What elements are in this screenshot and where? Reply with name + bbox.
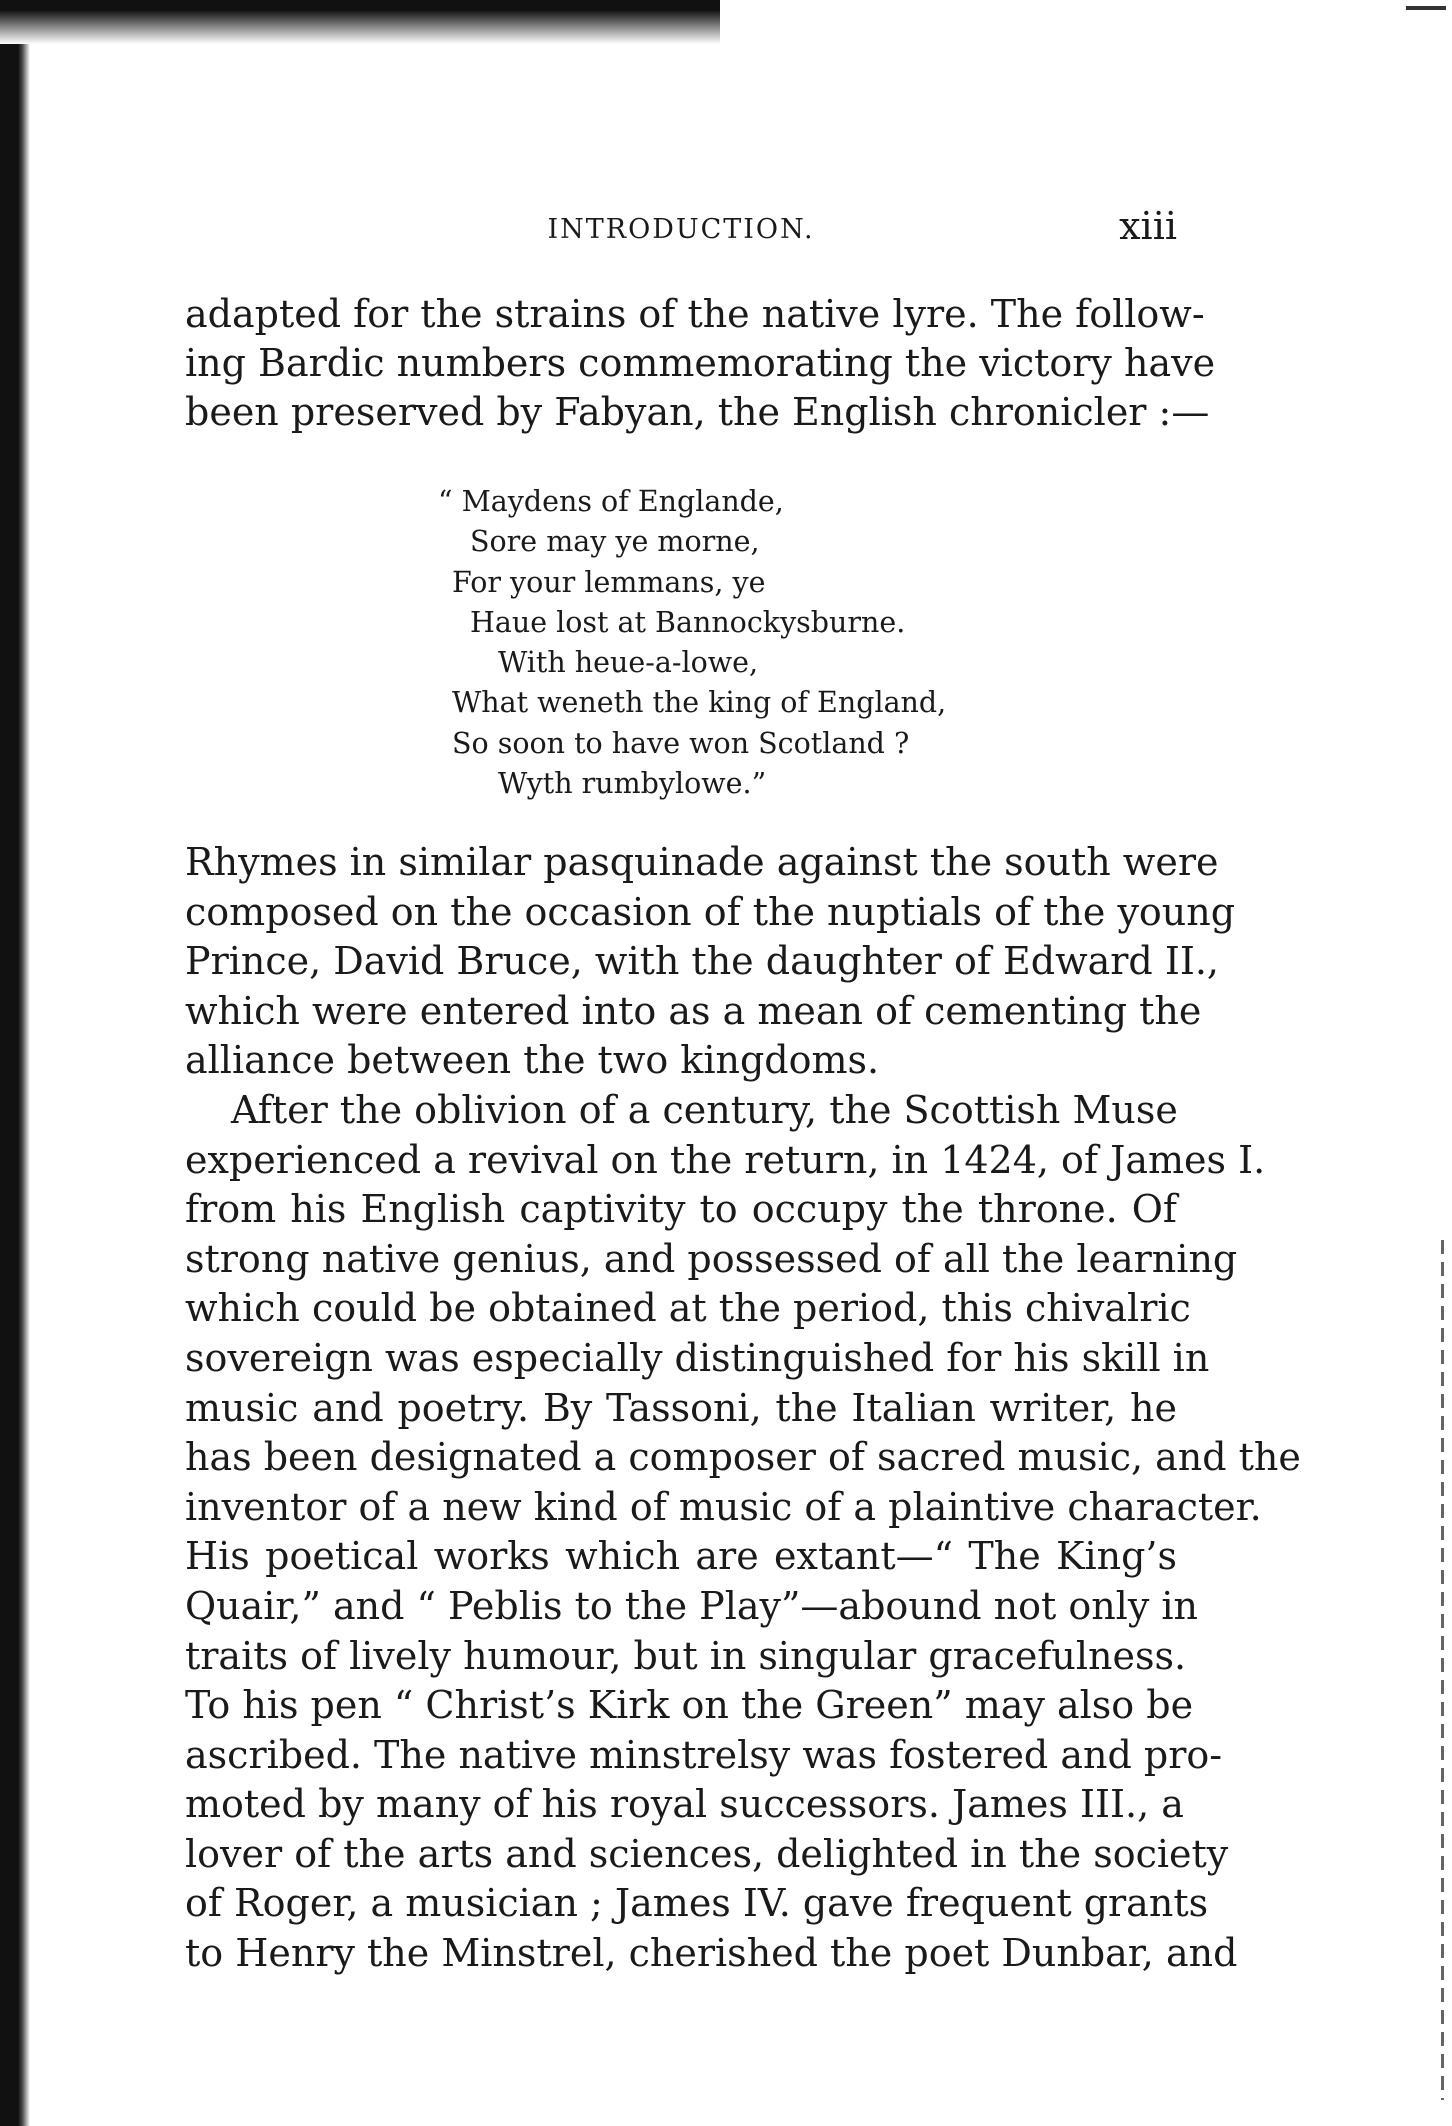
verse-line: So soon to have won Scotland ? xyxy=(452,726,910,760)
page-binding-shadow xyxy=(0,0,30,2126)
text-line: sovereign was especially distinguished for his skill in xyxy=(185,1335,1210,1380)
text-line: ing Bardic numbers commemorating the victory have xyxy=(185,341,1216,385)
verse-line: Wyth rumbylowe.” xyxy=(498,767,767,801)
text-line: strong native genius, and possessed of all the learning xyxy=(185,1236,1238,1281)
text-line: traits of lively humour, but in singular gracefulness. xyxy=(185,1633,1187,1678)
text-line: to Henry the Minstrel, cherished the poet Dunbar, and xyxy=(185,1931,1238,1976)
text-line: inventor of a new kind of music of a plaintive character. xyxy=(185,1484,1262,1529)
scan-mark xyxy=(1406,6,1446,10)
text-line: Prince, David Bruce, with the daughter of Edward II., xyxy=(185,939,1220,984)
text-line: moted by many of his royal successors. James III., a xyxy=(185,1782,1184,1827)
text-line: which were entered into as a mean of cementing the xyxy=(185,988,1202,1033)
text-line: After the oblivion of a century, the Scottish Muse xyxy=(231,1087,1178,1132)
intro-paragraph xyxy=(185,290,1216,437)
verse-line: Sore may ye morne, xyxy=(470,525,760,559)
text-line: To his pen “ Christ’s Kirk on the Green” may also be xyxy=(185,1683,1194,1728)
text-line: has been designated a composer of sacred music, and the xyxy=(185,1435,1301,1480)
verse-block xyxy=(438,482,1058,804)
text-line: of Roger, a musician ; James IV. gave frequent grants xyxy=(185,1881,1209,1926)
text-line: been preserved by Fabyan, the English chronicler :— xyxy=(185,390,1210,434)
text-line: composed on the occasion of the nuptials of the young xyxy=(185,889,1236,934)
page-top-shadow xyxy=(0,0,720,44)
text-line: from his English captivity to occupy the throne. Of xyxy=(185,1187,1177,1232)
verse-line: For your lemmans, ye xyxy=(452,565,766,599)
text-line: adapted for the strains of the native lyre. The follow- xyxy=(185,292,1205,336)
text-line: lover of the arts and sciences, delighted in the society xyxy=(185,1831,1229,1876)
text-line: His poetical works which are extant—“ The King’s xyxy=(185,1534,1177,1579)
verse-line: With heue-a-lowe, xyxy=(498,646,759,680)
running-head xyxy=(185,200,1177,260)
text-line: alliance between the two kingdoms. xyxy=(185,1038,880,1083)
text-line: Rhymes in similar pasquinade against the south were xyxy=(185,840,1219,884)
text-line: which could be obtained at the period, this chivalric xyxy=(185,1286,1191,1331)
verse-line: Haue lost at Bannockysburne. xyxy=(470,605,906,639)
main-text xyxy=(185,838,1301,1979)
margin-scan-marks xyxy=(1441,1240,1444,2100)
verse-line: “ Maydens of Englande, xyxy=(438,485,784,518)
page-number: xiii xyxy=(1119,204,1177,248)
text-line: ascribed. The native minstrelsy was fostered and pro- xyxy=(185,1732,1223,1777)
running-title: INTRODUCTION. xyxy=(547,214,815,245)
verse-line: What weneth the king of England, xyxy=(452,686,947,720)
text-line: Quair,” and “ Peblis to the Play”—abound not only in xyxy=(185,1583,1199,1628)
text-line: music and poetry. By Tassoni, the Italian writer, he xyxy=(185,1385,1177,1430)
text-line: experienced a revival on the return, in 1424, of James I. xyxy=(185,1137,1266,1182)
